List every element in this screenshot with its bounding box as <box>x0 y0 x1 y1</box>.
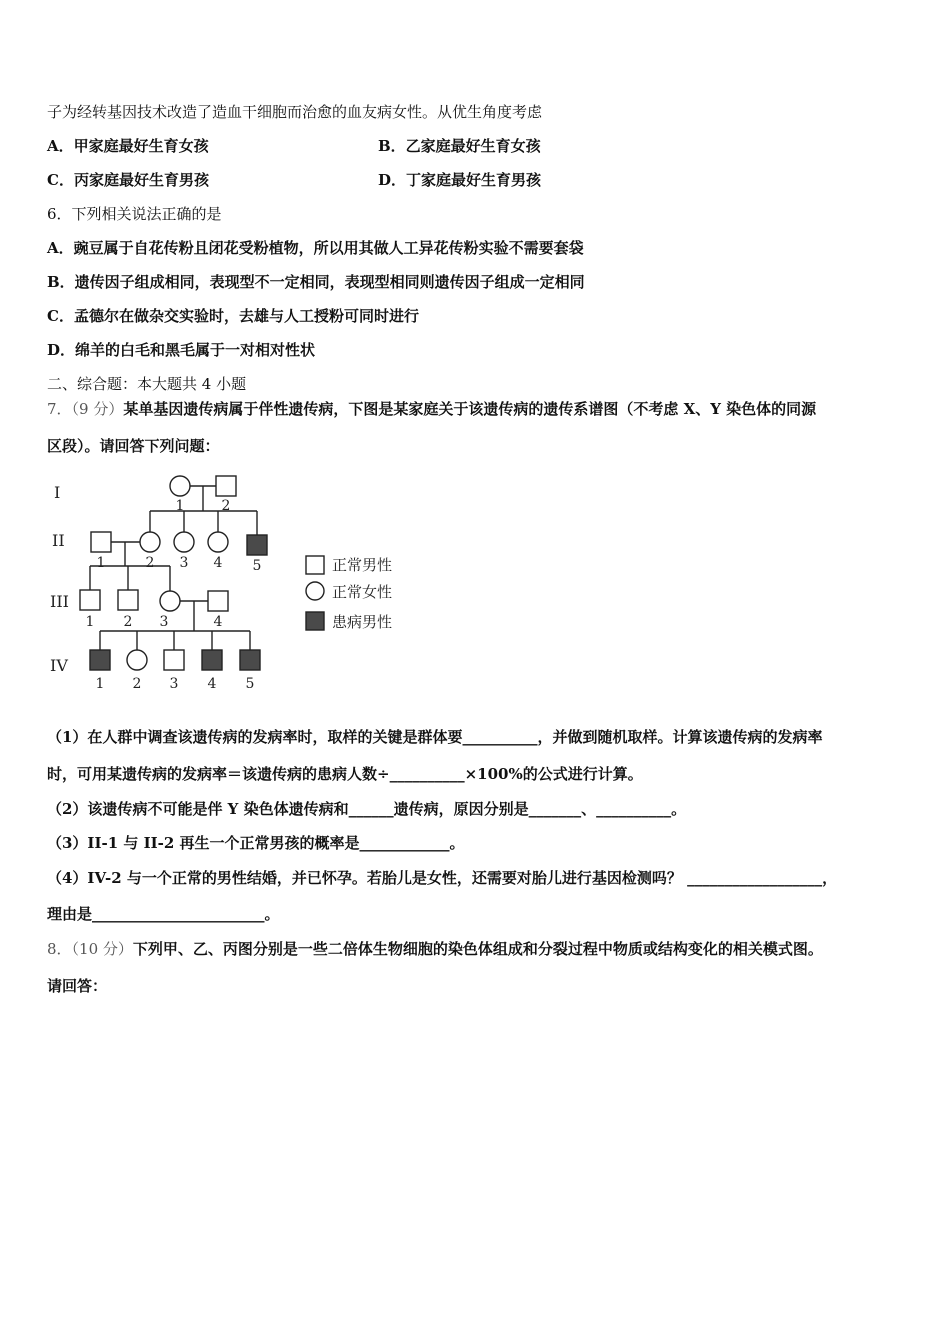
legend-filled-square-icon <box>306 612 324 630</box>
pedigree-I-2 <box>216 476 236 496</box>
legend-square-icon <box>306 556 324 574</box>
pedigree-II-1 <box>91 532 111 552</box>
num-IV-3: 3 <box>169 676 179 692</box>
num-II-5: 5 <box>252 558 262 574</box>
gen-label-II: II <box>52 531 65 550</box>
q5-option-d: D．丁家庭最好生育男孩 <box>378 171 542 189</box>
pedigree-IV-1 <box>90 650 110 670</box>
q5-option-b: B．乙家庭最好生育女孩 <box>378 137 541 155</box>
pedigree-II-4 <box>208 532 228 552</box>
q5-option-a: A．甲家庭最好生育女孩 <box>47 137 209 155</box>
q8-text: 下列甲、乙、丙图分别是一些二倍体生物细胞的染色体组成和分裂过程中物质或结构变化的相关模式图。 <box>132 940 823 958</box>
pedigree-I-1 <box>170 476 190 496</box>
q7-part4-line1: （4）IV-2 与一个正常的男性结婚，并已怀孕。若胎儿是女性，还需要对胎儿进行基因检测吗？ __________________， <box>47 869 838 887</box>
num-IV-1: 1 <box>95 676 105 692</box>
pedigree-IV-2 <box>127 650 147 670</box>
q6-option-d: D．绵羊的白毛和黑毛属于一对相对性状 <box>47 341 316 359</box>
q6-text: 下列相关说法正确的是 <box>71 205 222 223</box>
pedigree-II-2 <box>140 532 160 552</box>
num-II-3: 3 <box>179 555 189 571</box>
pedigree-III-4 <box>208 591 228 611</box>
q7-part2: （2）该遗传病不可能是伴 Y 染色体遗传病和______遗传病，原因分别是_______、__________。 <box>47 800 687 818</box>
section-2-heading: 二、综合题：本大题共 4 小题 <box>47 375 247 393</box>
q7-part4-line2: 理由是_______________________。 <box>47 905 280 923</box>
pedigree-III-3 <box>160 591 180 611</box>
gen-label-IV: IV <box>50 656 68 675</box>
num-IV-2: 2 <box>132 676 142 692</box>
pedigree-IV-4 <box>202 650 222 670</box>
q7-text: 某单基因遗传病属于伴性遗传病，下图是某家庭关于该遗传病的遗传系谱图（不考虑 X、Y 染色体的同源 <box>123 400 817 418</box>
q6-option-a: A．豌豆属于自花传粉且闭花受粉植物，所以用其做人工异花传粉实验不需要套袋 <box>47 239 584 257</box>
legend-normal-female: 正常女性 <box>332 583 393 601</box>
q5-option-c: C．丙家庭最好生育男孩 <box>47 171 209 189</box>
q6-number: 6． <box>47 205 72 223</box>
q7-stem-line1 <box>47 399 816 419</box>
gen-label-I: I <box>54 483 61 502</box>
num-III-2: 2 <box>123 614 133 630</box>
num-III-3: 3 <box>159 614 169 630</box>
pedigree-III-2 <box>118 590 138 610</box>
num-I-2: 2 <box>221 498 231 514</box>
q7-part1-line1: （1）在人群中调查该遗传病的发病率时，取样的关键是群体要__________，并做到随机取样。计算该遗传病的发病率 <box>47 728 823 746</box>
num-II-4: 4 <box>213 555 223 571</box>
q7-number: 7．（9 分） <box>47 400 124 418</box>
num-IV-5: 5 <box>245 676 255 692</box>
pedigree-chart <box>40 466 460 696</box>
pedigree-II-3 <box>174 532 194 552</box>
legend-circle-icon <box>306 582 324 600</box>
pedigree-IV-3 <box>164 650 184 670</box>
num-II-1: 1 <box>96 555 106 571</box>
legend-affected-male: 患病男性 <box>332 613 393 631</box>
q6-stem <box>47 204 222 224</box>
num-I-1: 1 <box>175 498 185 514</box>
q8-stem-line2: 请回答： <box>47 977 108 995</box>
q6-option-b: B．遗传因子组成相同，表现型不一定相同，表现型相同则遗传因子组成一定相同 <box>47 273 585 291</box>
q8-stem-line1 <box>47 939 823 959</box>
pedigree-III-1 <box>80 590 100 610</box>
num-III-4: 4 <box>213 614 223 630</box>
q7-part1-line2: 时，可用某遗传病的发病率＝该遗传病的患病人数÷__________×100%的公式进行计算。 <box>47 765 643 783</box>
pedigree-II-5 <box>247 535 267 555</box>
q7-part3: （3）II-1 与 II-2 再生一个正常男孩的概率是____________。 <box>47 834 465 852</box>
q7-stem-line2: 区段）。请回答下列问题： <box>47 437 220 455</box>
q8-number: 8．（10 分） <box>47 940 133 958</box>
q5-stem-continuation: 子为经转基因技术改造了造血干细胞而治愈的血友病女性。从优生角度考虑 <box>47 103 543 121</box>
pedigree-IV-5 <box>240 650 260 670</box>
q6-option-c: C．孟德尔在做杂交实验时，去雄与人工授粉可同时进行 <box>47 307 419 325</box>
num-II-2: 2 <box>145 555 155 571</box>
num-IV-4: 4 <box>207 676 217 692</box>
legend-normal-male: 正常男性 <box>332 556 393 574</box>
gen-label-III: III <box>50 592 69 611</box>
num-III-1: 1 <box>85 614 95 630</box>
